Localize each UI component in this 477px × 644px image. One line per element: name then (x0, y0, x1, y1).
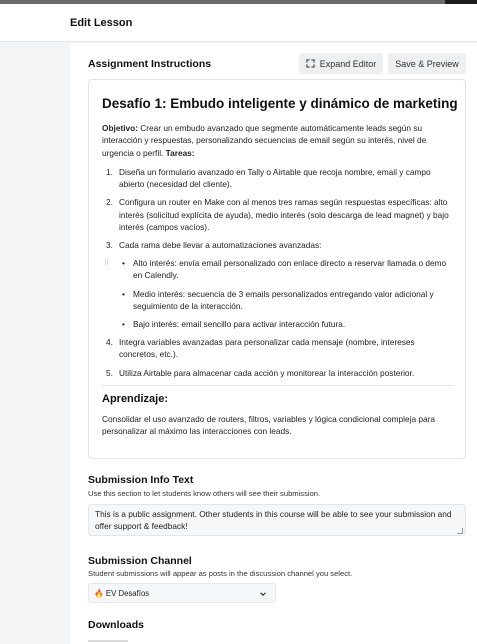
task-number: 4. (106, 337, 113, 348)
expand-editor-label: Expand Editor (319, 58, 377, 69)
task-item (102, 336, 454, 360)
subtask-text: Bajo interés: email sencillo para activar interacción futura. (133, 319, 346, 330)
lesson-editor (70, 43, 477, 644)
task-text: Cada rama debe llevar a automatizaciones avanzadas: (119, 240, 322, 251)
submission-info-value: This is a public assignment. Other students in this course will be able to see your submission and offer support & feedback! (95, 509, 452, 531)
submission-channel-description: Student submissions will appear as posts in the discussion channel you select. (88, 569, 353, 578)
objetivo-paragraph (102, 122, 454, 159)
bullet-icon: • (122, 258, 125, 269)
task-number: 5. (106, 367, 113, 378)
task-text: Configura un router en Make con al menos tres ramas según respuestas específicas: alto interés (solicitud explícita de ayuda), medio interés (solo descarga de lead magnet) y bajo interés (campos vacíos). (119, 197, 449, 232)
task-item (102, 239, 454, 251)
task-list (102, 166, 454, 385)
expand-icon (306, 59, 315, 68)
submission-info-title: Submission Info Text (88, 474, 194, 486)
submission-info-textarea[interactable] (88, 504, 466, 536)
subtask-item (102, 288, 454, 312)
tareas-label: Tareas: (165, 147, 195, 158)
aprendizaje-heading: Aprendizaje: (102, 393, 169, 405)
downloads-item-placeholder (88, 638, 148, 644)
bullet-icon: • (122, 288, 125, 299)
aprendizaje-text: Consolidar el uso avanzado de routers, filtros, variables y lógica condicional compleja para personalizar al máximo las interacciones con leads. (102, 414, 435, 437)
submission-info-description: Use this section to let students know others will see their submission. (88, 489, 321, 498)
task-number: 2. (106, 197, 113, 208)
selected-channel: 🔥 EV Desafíos (94, 589, 150, 598)
instructions-editor[interactable] (88, 79, 466, 459)
objetivo-text: Crear un embudo avanzado que segmente automáticamente leads según su interacción y respuestas, personalizando secuencias de email según su interés, nivel de urgencia o perfil. (102, 123, 427, 158)
subtask-text: Medio interés: secuencia de 3 emails personalizados entregando valor adicional y seguimiento de la interacción. (133, 288, 434, 311)
resize-grip-icon[interactable] (457, 528, 463, 534)
task-text: Utiliza Airtable para almacenar cada acción y monitorear la interacción posterior. (119, 367, 415, 378)
task-number: 3. (106, 240, 113, 251)
save-preview-button[interactable] (388, 53, 466, 74)
assignment-heading: Desafío 1: Embudo inteligente y dinámico de marketing (102, 96, 458, 111)
assignment-instructions-title: Assignment Instructions (88, 58, 212, 70)
page-header (0, 4, 477, 42)
task-text: Integra variables avanzadas para personalizar cada mensaje (nombre, intereses concretos, etc.). (119, 337, 415, 360)
bullet-icon: • (122, 319, 125, 330)
page-title: Edit Lesson (70, 17, 133, 29)
subtask-text: Alto interés: envía email personalizado con enlace directo a reservar llamada o demo en Calendly. (133, 258, 447, 281)
objetivo-label: Objetivo: (102, 123, 138, 133)
subtask-item (102, 318, 454, 330)
downloads-title: Downloads (88, 619, 145, 631)
task-item (102, 166, 454, 190)
expand-editor-button[interactable] (299, 53, 383, 74)
task-number: 1. (106, 167, 113, 177)
submission-channel-select[interactable] (88, 583, 276, 603)
task-text: Diseña un formulario avanzado en Tally o Airtable que recoja nombre, email y campo abierto (necesidad del cliente). (119, 167, 431, 190)
save-preview-label: Save & Preview (395, 58, 459, 69)
divider (102, 385, 454, 386)
task-item (102, 196, 454, 233)
drag-handle-icon[interactable]: ⠿ (104, 260, 110, 268)
chevron-down-icon (259, 590, 267, 598)
submission-channel-title: Submission Channel (88, 555, 192, 567)
subtask-item (102, 257, 454, 281)
task-item (102, 367, 454, 379)
